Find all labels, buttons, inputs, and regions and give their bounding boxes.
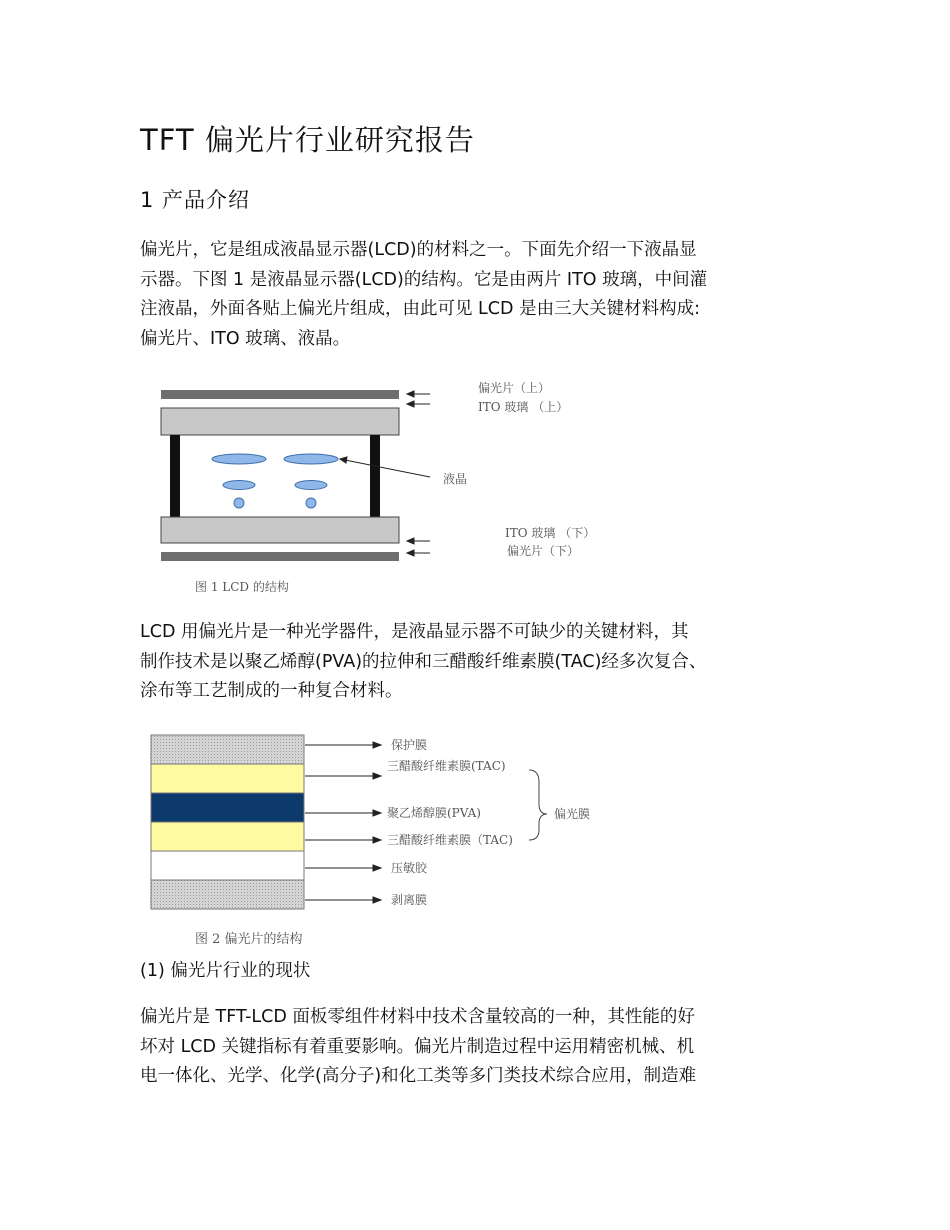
- protective-film-layer: [151, 735, 304, 764]
- label-release-film: 剥离膜: [391, 893, 428, 907]
- label-adhesive: 压敏胶: [391, 861, 428, 875]
- paragraph-line: 电一体化、光学、化学(高分子)和化工类等多门类技术综合应用，制造难: [140, 1066, 697, 1086]
- arrow-head: [340, 457, 347, 463]
- label-liquid-crystal: 液晶: [443, 472, 468, 486]
- document-title: TFT 偏光片行业研究报告: [140, 123, 475, 157]
- arrow-head: [373, 773, 381, 779]
- paragraph-line: 偏光片、ITO 玻璃、液晶。: [140, 328, 351, 349]
- tac-top-layer: [151, 764, 304, 793]
- tac-bottom-layer: [151, 822, 304, 851]
- arrow-head: [373, 837, 381, 843]
- figure-1-caption: 图 1 LCD 的结构: [195, 580, 289, 594]
- paragraph-line: LCD 用偏光片是一种光学器件，是液晶显示器不可缺少的关键材料，其: [140, 622, 689, 642]
- arrow-head: [407, 538, 414, 544]
- paragraph-line: 注液晶，外面各贴上偏光片组成，由此可见 LCD 是由三大关键材料构成:: [140, 299, 700, 319]
- spacer-right: [370, 435, 380, 517]
- paragraph-line: 偏光片是 TFT-LCD 面板零组件材料中技术含量较高的一种，其性能的好: [140, 1007, 695, 1027]
- paragraph-lcd-intro: [140, 236, 830, 354]
- adhesive-layer: [151, 851, 304, 880]
- pva-layer: [151, 793, 304, 822]
- polarizer-bottom-layer: [161, 552, 399, 561]
- ito-glass-top-layer: [161, 408, 399, 435]
- arrow-head: [373, 865, 381, 871]
- subsection-heading-industry-status: (1) 偏光片行业的现状: [140, 961, 311, 981]
- paragraph-industry-status: [140, 1003, 830, 1092]
- arrow-head: [407, 550, 414, 556]
- label-ito-bottom: ITO 玻璃 （下）: [505, 526, 596, 540]
- lc-molecule: [306, 498, 316, 508]
- lc-molecule: [284, 454, 338, 464]
- arrow-head: [407, 391, 414, 397]
- polarizer-structure-figure: [145, 730, 615, 952]
- arrow-head: [373, 810, 381, 816]
- brace-polarizing-film: [529, 770, 547, 840]
- lcd-structure-figure: [150, 375, 620, 600]
- paragraph-line: 涂布等工艺制成的一种复合材料。: [140, 681, 403, 701]
- label-ito-top: ITO 玻璃 （上）: [478, 400, 569, 414]
- label-pva: 聚乙烯醇膜(PVA): [387, 806, 481, 820]
- lc-molecule: [223, 481, 255, 490]
- section-heading-product-intro: 1 产品介绍: [140, 188, 251, 212]
- paragraph-polarizer-definition: [140, 618, 830, 707]
- paragraph-line: 偏光片，它是组成液晶显示器(LCD)的材料之一。下面先介绍一下液晶显: [140, 240, 697, 260]
- lc-molecule: [212, 454, 266, 464]
- paragraph-line: 制作技术是以聚乙烯醇(PVA)的拉伸和三醋酸纤维素膜(TAC)经多次复合、: [140, 651, 707, 672]
- label-polarizer-bottom: 偏光片（下）: [507, 544, 580, 558]
- label-tac-top: 三醋酸纤维素膜(TAC): [387, 759, 506, 773]
- label-protective-film: 保护膜: [391, 738, 428, 752]
- label-tac-bottom: 三醋酸纤维素膜（TAC): [387, 833, 513, 847]
- figure-2-caption: 图 2 偏光片的结构: [195, 932, 303, 947]
- lc-molecule: [295, 481, 327, 490]
- arrow-line: [340, 459, 430, 477]
- spacer-left: [170, 435, 180, 517]
- polarizer-top-layer: [161, 390, 399, 399]
- lc-molecule: [234, 498, 244, 508]
- arrow-head: [407, 401, 414, 407]
- arrow-head: [373, 742, 381, 748]
- ito-glass-bottom-layer: [161, 517, 399, 543]
- arrow-head: [373, 897, 381, 903]
- release-film-layer: [151, 880, 304, 909]
- label-polarizing-film: 偏光膜: [554, 807, 591, 821]
- label-polarizer-top: 偏光片（上）: [478, 381, 551, 395]
- paragraph-line: 坏对 LCD 关键指标有着重要影响。偏光片制造过程中运用精密机械、机: [140, 1036, 695, 1057]
- paragraph-line: 示器。下图 1 是液晶显示器(LCD)的结构。它是由两片 ITO 玻璃，中间灌: [140, 269, 708, 290]
